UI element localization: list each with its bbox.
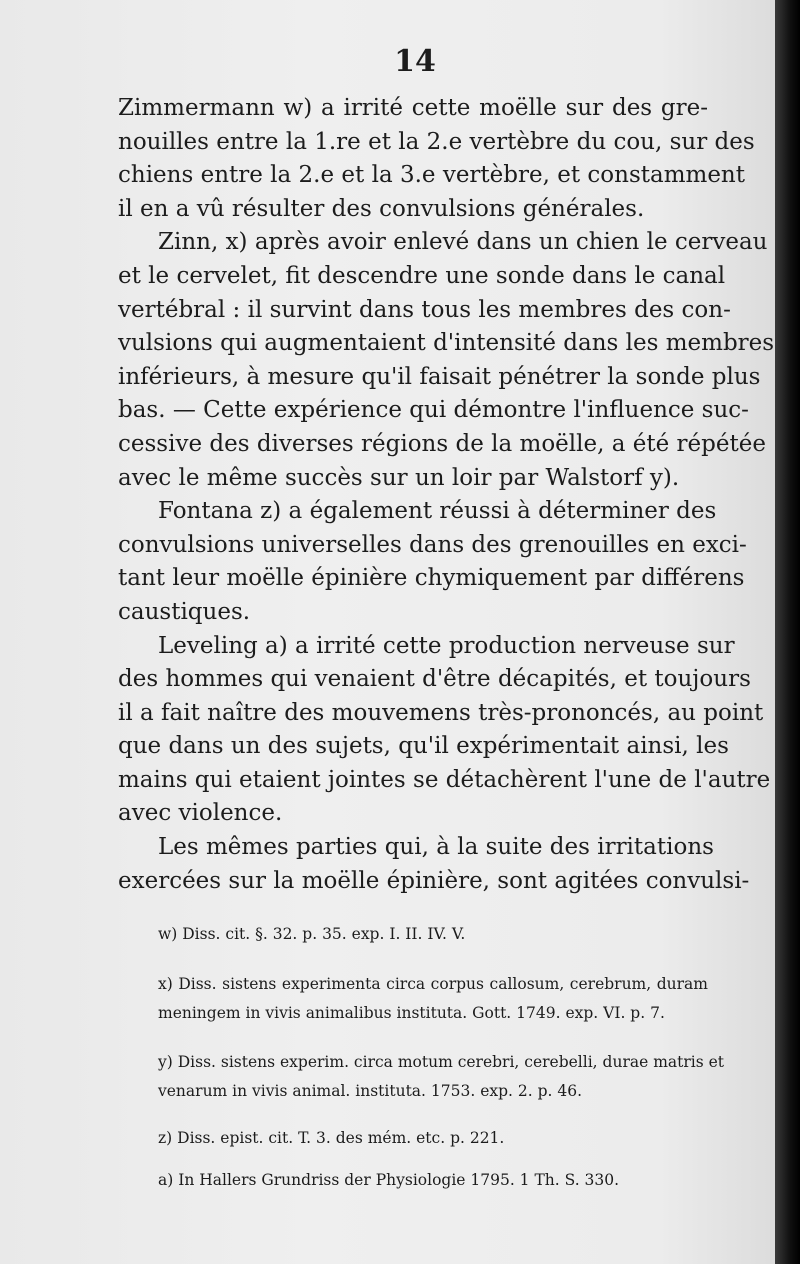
footnote-line: meningem in vivis animalibus instituta. Gott. 1749. exp. VI. p. 7. [158,1004,665,1022]
text-line: avec violence. [118,800,283,827]
page-gutter-shadow [775,0,800,1264]
text-line: convulsions universelles dans des grenouilles en exci- [118,531,747,558]
footnote-line: venarum in vivis animal. instituta. 1753. exp. 2. p. 46. [158,1082,583,1100]
text-line: cessive des diverses régions de la moëlle, a été répétée [118,430,766,457]
footnote-w [118,920,708,949]
footnote-x [118,970,708,1028]
text-line: Fontana z) a également réussi à déterminer des [158,498,717,525]
text-line: Zinn, x) après avoir enlevé dans un chien le cerveau [158,229,768,256]
text-line: avec le même succès sur un loir par Walstorf y). [118,464,680,491]
text-line: caustiques. [118,598,251,625]
text-line: tant leur moëlle épinière chymiquement par différens [118,565,745,592]
page-number: 14 [394,44,436,79]
footnote-a [118,1166,708,1195]
text-line: et le cervelet, fit descendre une sonde dans le canal [118,262,726,289]
text-line: des hommes qui venaient d'être décapités, et toujours [118,666,751,693]
text-line: inférieurs, à mesure qu'il faisait pénétrer la sonde plus [118,363,761,390]
footnote-line: x) Diss. sistens experimenta circa corpus callosum, cerebrum, duram [158,975,708,993]
text-line: il a fait naître des mouvemens très-prononcés, au point [118,699,764,726]
footnote-z [118,1124,708,1153]
footnote-line: a) In Hallers Grundriss der Physiologie 1795. 1 Th. S. 330. [158,1171,620,1189]
text-line: il en a vû résulter des convulsions générales. [118,195,645,222]
text-line: vulsions qui augmentaient d'intensité dans les membres [118,330,775,357]
footnote-line: w) Diss. cit. §. 32. p. 35. exp. I. II. IV. V. [158,925,466,943]
text-line: Les mêmes parties qui, à la suite des irritations [158,834,714,861]
text-line: Leveling a) a irrité cette production nerveuse sur [158,632,735,659]
body-text [118,92,775,898]
text-line: chiens entre la 2.e et la 3.e vertèbre, et constamment [118,162,745,189]
footnote-line: y) Diss. sistens experim. circa motum cerebri, cerebelli, durae matris et [158,1053,725,1071]
footnote-line: z) Diss. epist. cit. T. 3. des mém. etc. p. 221. [158,1129,505,1147]
text-line: que dans un des sujets, qu'il expérimentait ainsi, les [118,733,729,760]
footnote-y [118,1048,725,1106]
text-line: bas. — Cette expérience qui démontre l'influence suc- [118,397,749,424]
text-line: nouilles entre la 1.re et la 2.e vertèbre du cou, sur des [118,128,755,155]
text-line: vertébral : il survint dans tous les membres des con- [118,296,731,323]
text-line: Zimmermann w) a irrité cette moëlle sur des gre- [118,95,708,121]
text-line: exercées sur la moëlle épinière, sont agitées convulsi- [118,867,750,894]
text-line: mains qui etaient jointes se détachèrent l'une de l'autre [118,766,771,793]
